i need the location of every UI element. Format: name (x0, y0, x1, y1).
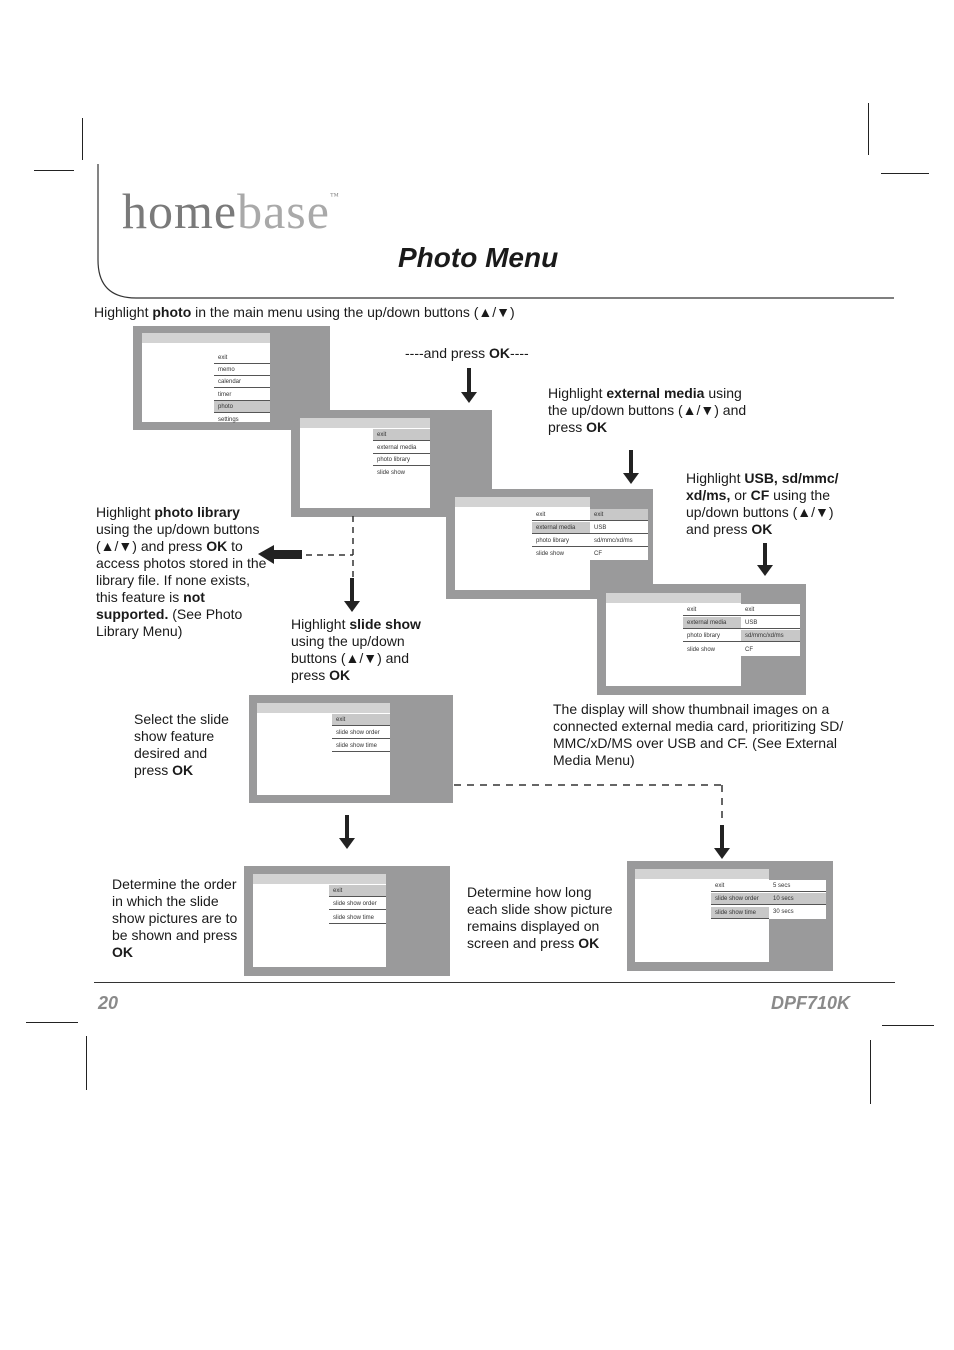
instruction-slide-show: Highlight slide show using the up/down buttons (▲/▼) and press OK (291, 616, 421, 683)
crop-mark (870, 1040, 871, 1104)
menu-item-slide-show-order: slide show order (329, 898, 386, 910)
crop-mark (868, 103, 869, 155)
submenu-item-cf: CF (745, 647, 753, 653)
slide-show-time-screen (627, 861, 833, 971)
menu-item-slide-show-order: slide show order (711, 893, 769, 905)
menu-item-exit: exit (214, 352, 270, 364)
instruction-step2: ----and press OK---- (405, 345, 529, 361)
menu-item-slide-show-order: slide show order (332, 727, 390, 739)
menu-item-calendar: calendar (214, 376, 270, 388)
submenu-item-sd: sd/mmc/xd/ms (741, 630, 800, 642)
external-media-screen (446, 489, 653, 599)
menu-item-photo-library: photo library (532, 535, 590, 547)
menu-item-exit: exit (332, 714, 390, 726)
menu-item-photo-library: photo library (683, 630, 741, 642)
menu-item-exit: exit (532, 509, 590, 521)
page-title: Photo Menu (398, 242, 559, 273)
slide-show-screen (249, 695, 453, 803)
menu-item-photo-library: photo library (373, 454, 430, 466)
crop-mark (86, 1036, 87, 1090)
arrow-down-icon (467, 368, 471, 393)
menu-item-timer: timer (214, 389, 270, 401)
menu-item-photo: photo (214, 401, 270, 413)
footer-rule (94, 982, 895, 983)
homebase-logo: homebase™ (122, 183, 340, 239)
submenu-item-10-secs: 10 secs (769, 893, 826, 905)
instruction-step1: Highlight photo in the main menu using the up/down buttons (▲/▼) (94, 304, 515, 320)
dashed-connector (452, 778, 732, 838)
menu-item-exit: exit (329, 885, 386, 897)
crop-mark (882, 1025, 934, 1026)
menu-item-exit: exit (683, 604, 741, 616)
submenu-item-cf: CF (594, 551, 602, 557)
instruction-photo-library: Highlight photo library using the up/down buttons (▲/▼) and press OK to access photos stored in the library file. If none exists, this feature is not supported. (See Photo Library Menu) (96, 504, 267, 639)
model-number: DPF710K (771, 993, 851, 1013)
crop-mark (26, 1022, 78, 1023)
page-number: 20 (98, 993, 119, 1013)
submenu-item-5-secs: 5 secs (769, 880, 826, 892)
menu-item-slide-show-time: slide show time (329, 912, 386, 924)
menu-item-slide-show-time: slide show time (711, 907, 769, 919)
submenu-item-exit: exit (741, 604, 800, 616)
instruction-step3: Highlight external media using the up/down buttons (▲/▼) and press OK (548, 385, 747, 435)
menu-item-memo: memo (214, 364, 270, 376)
submenu-item-exit: exit (590, 509, 648, 521)
instruction-select: Select the slide show feature desired and press OK (134, 711, 229, 778)
menu-item-external-media: external media (373, 442, 430, 454)
instruction-display: The display will show thumbnail images on a connected external media card, prioritizing SD/ MMC/xD/MS over USB and CF. (See External Media Menu) (553, 701, 844, 768)
crop-mark (34, 170, 74, 171)
submenu-item-30-secs: 30 secs (773, 909, 794, 915)
menu-item-slide-show: slide show (687, 647, 716, 653)
slide-show-order-screen (244, 866, 450, 976)
media-select-screen (597, 584, 806, 695)
menu-item-slide-show-time: slide show time (332, 740, 390, 752)
arrow-down-icon (345, 815, 349, 839)
arrow-down-icon (720, 825, 724, 849)
menu-item-settings: settings (218, 417, 239, 423)
menu-item-slide-show: slide show (377, 470, 406, 476)
crop-mark (82, 118, 83, 160)
instruction-time: Determine how long each slide show picture remains displayed on screen and press OK (467, 884, 613, 951)
instruction-order: Determine the order in which the slide show pictures are to be shown and press OK (112, 876, 238, 960)
arrow-down-icon (350, 578, 354, 602)
submenu-item-sd: sd/mmc/xd/ms (590, 535, 648, 547)
arrow-down-icon (763, 543, 767, 566)
arrow-down-icon (629, 450, 633, 474)
menu-item-external-media: external media (683, 617, 741, 629)
instruction-step4: Highlight USB, sd/mmc/ xd/ms, or CF using the up/down buttons (▲/▼) and press OK (686, 470, 839, 537)
menu-item-exit: exit (373, 429, 430, 441)
menu-item-external-media: external media (532, 522, 590, 534)
submenu-item-usb: USB (741, 617, 800, 629)
menu-item-exit: exit (711, 880, 769, 892)
submenu-item-usb: USB (590, 522, 648, 534)
menu-item-slide-show: slide show (536, 551, 565, 557)
